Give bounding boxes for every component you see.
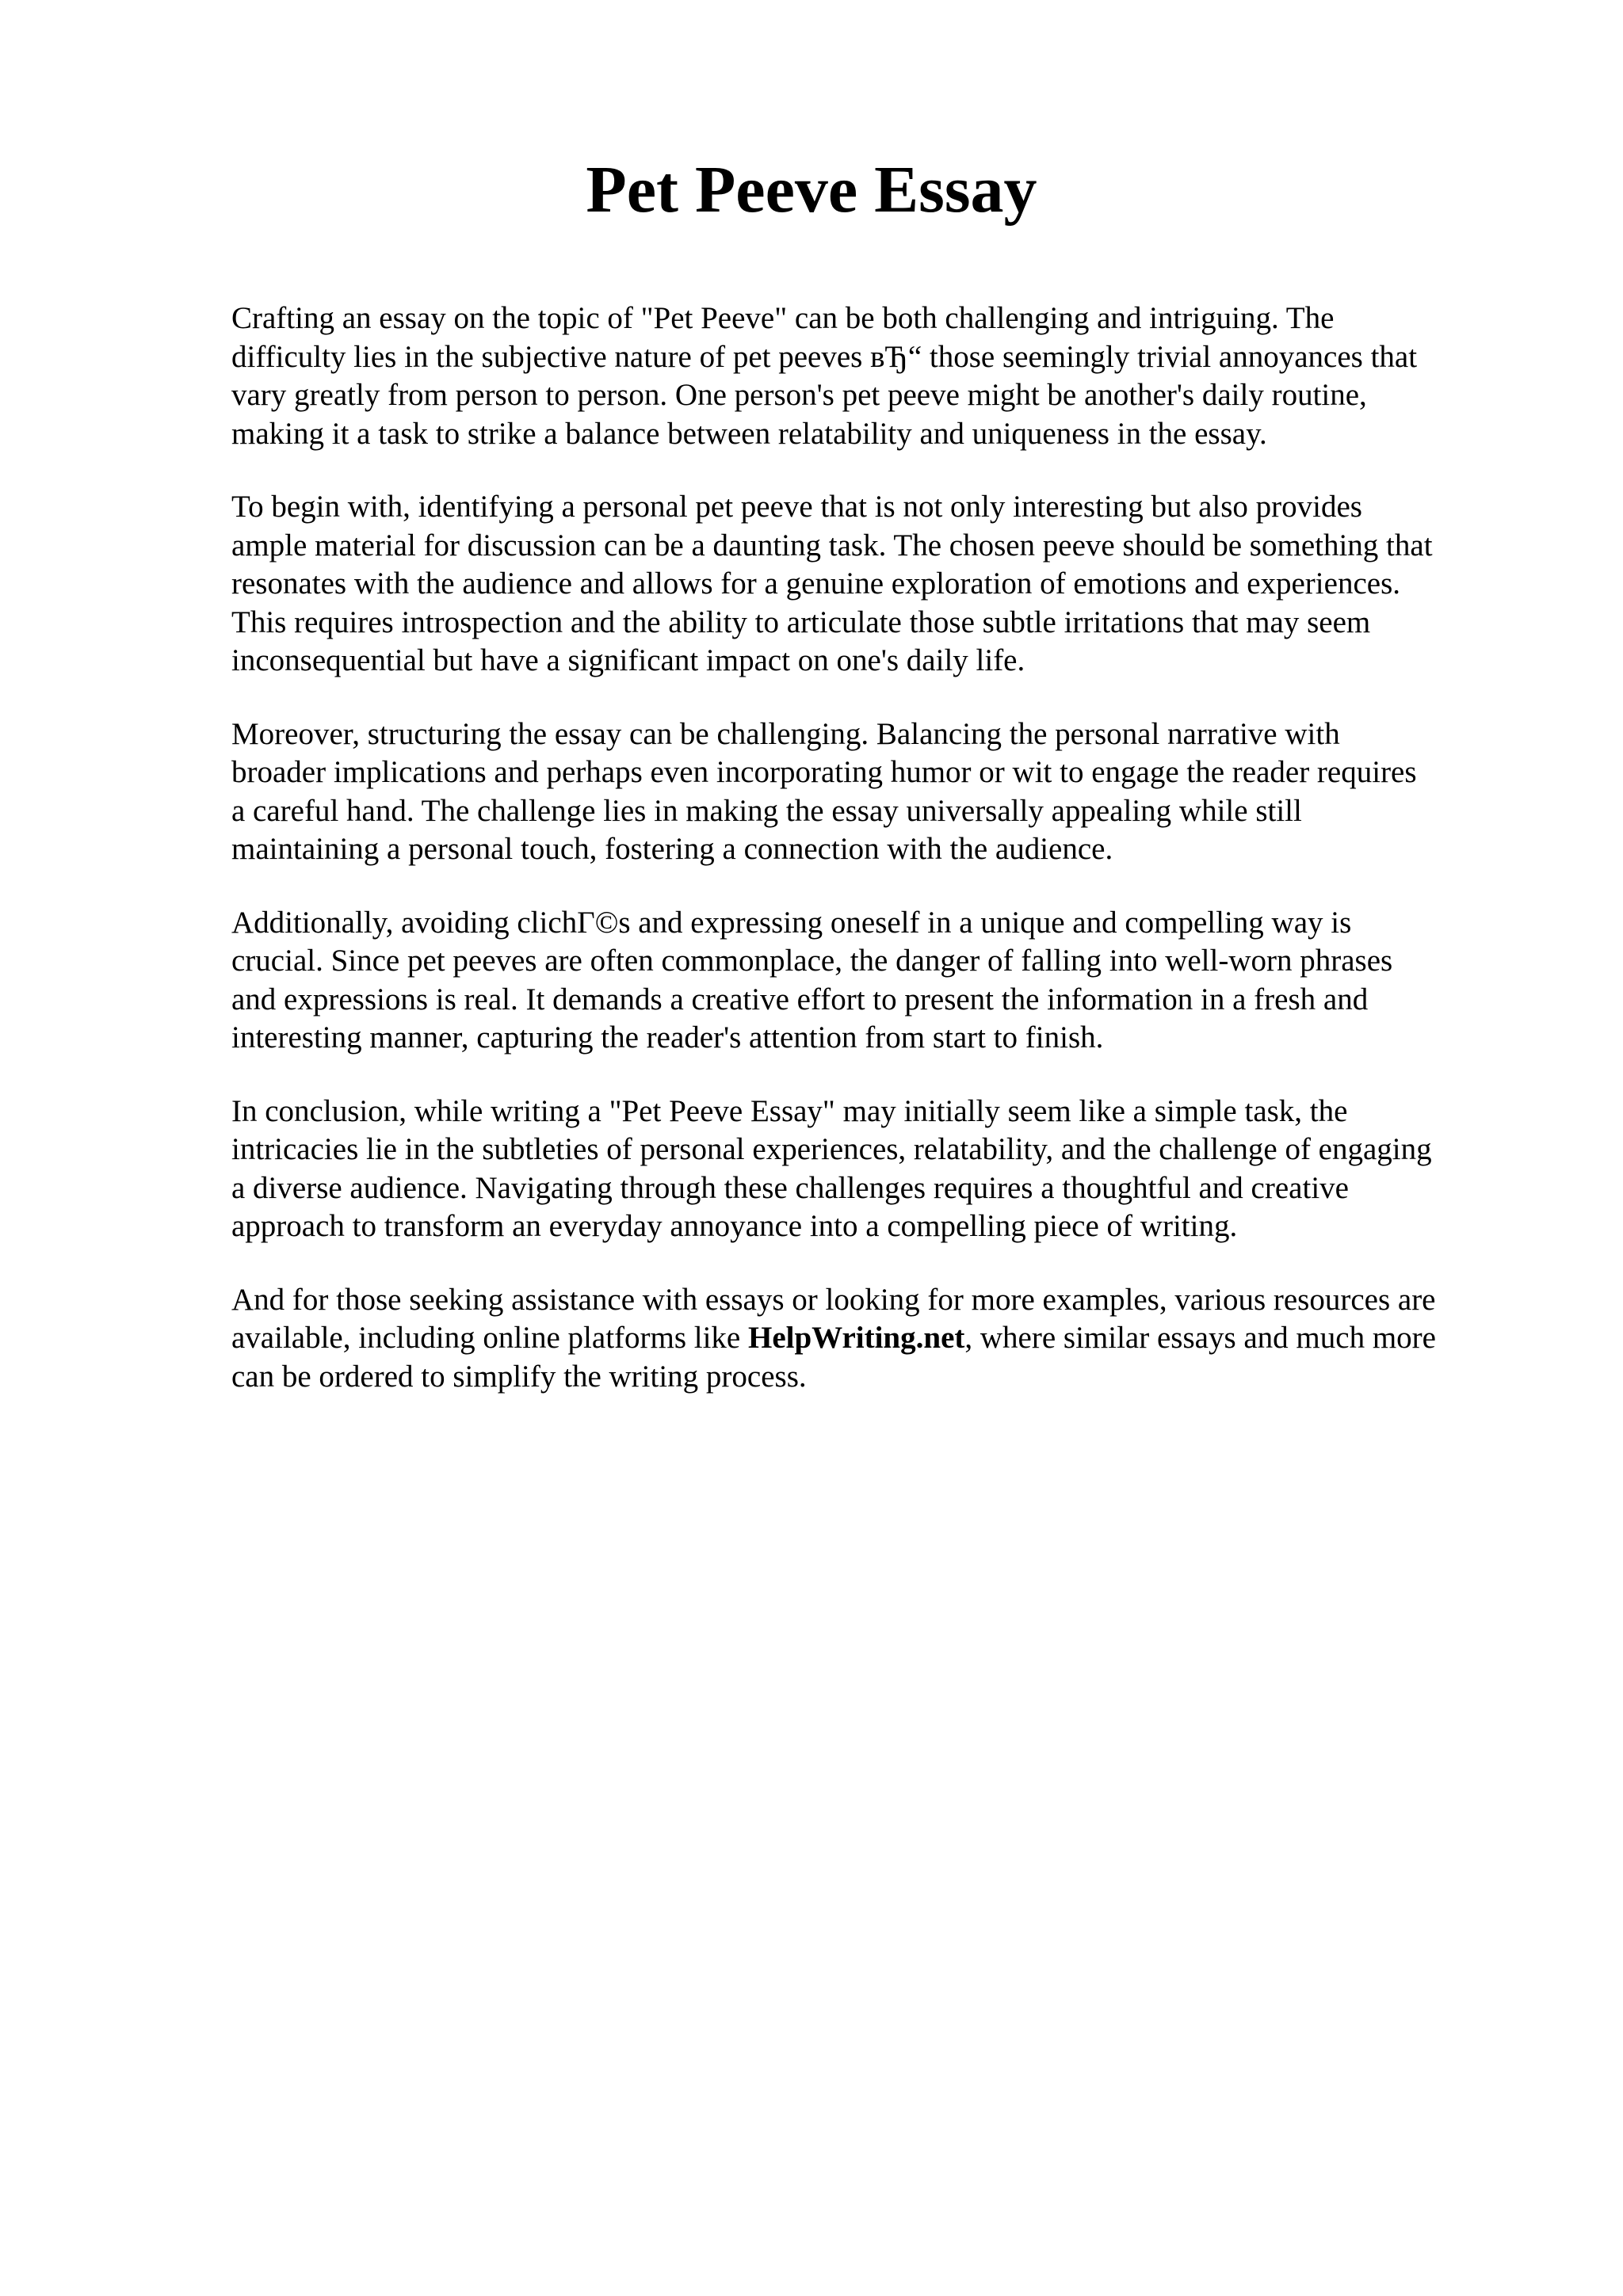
text-line: Crafting an essay on the topic of "Pet Peeve" can be both challenging and intriguing. The bbox=[231, 301, 1335, 335]
text-line: ample material for discussion can be a daunting task. The chosen peeve should be something that bbox=[231, 528, 1433, 563]
text-line: interesting manner, capturing the reader's attention from start to finish. bbox=[231, 1020, 1104, 1055]
text-line: This requires introspection and the ability to articulate those subtle irritations that may seem bbox=[231, 605, 1371, 639]
text-line: can be ordered to simplify the writing process. bbox=[231, 1359, 807, 1394]
text-line: And for those seeking assistance with essays or looking for more examples, various resources are bbox=[231, 1282, 1436, 1317]
paragraph-2 bbox=[231, 488, 1531, 681]
text-line: inconsequential but have a significant impact on one's daily life. bbox=[231, 643, 1025, 677]
text-line: intricacies lie in the subtleties of personal experiences, relatability, and the challenge of engaging bbox=[231, 1132, 1432, 1166]
text-line: Additionally, avoiding clichГ©s and expressing oneself in a unique and compelling way is bbox=[231, 905, 1352, 940]
text-line: broader implications and perhaps even incorporating humor or wit to engage the reader requires bbox=[231, 755, 1417, 789]
text-line: and expressions is real. It demands a creative effort to present the information in a fresh and bbox=[231, 982, 1369, 1016]
paragraph-3 bbox=[231, 715, 1531, 869]
closing-paragraph bbox=[231, 1281, 1531, 1397]
essay-body bbox=[231, 299, 1531, 1431]
text-line: vary greatly from person to person. One person's pet peeve might be another's daily routine, bbox=[231, 378, 1367, 412]
text-line: making it a task to strike a balance between relatability and uniqueness in the essay. bbox=[231, 416, 1267, 451]
text-line: Moreover, structuring the essay can be challenging. Balancing the personal narrative with bbox=[231, 716, 1340, 751]
text-line: a diverse audience. Navigating through these challenges requires a thoughtful and creative bbox=[231, 1170, 1349, 1205]
paragraph-1 bbox=[231, 299, 1531, 453]
helpwriting-link[interactable]: HelpWriting.net bbox=[748, 1321, 965, 1355]
text-line: resonates with the audience and allows for a genuine exploration of emotions and experiences. bbox=[231, 566, 1400, 601]
paragraph-4 bbox=[231, 904, 1531, 1058]
text-fragment: available, including online platforms like bbox=[231, 1321, 748, 1355]
text-line: In conclusion, while writing a "Pet Peeve Essay" may initially seem like a simple task, the bbox=[231, 1093, 1348, 1128]
page-title: Pet Peeve Essay bbox=[586, 153, 1037, 227]
text-line: maintaining a personal touch, fostering a connection with the audience. bbox=[231, 832, 1113, 866]
text-line: crucial. Since pet peeves are often commonplace, the danger of falling into well-worn phrases bbox=[231, 944, 1393, 978]
paragraph-5 bbox=[231, 1093, 1531, 1246]
text-line-with-link bbox=[231, 1319, 1531, 1358]
text-line: approach to transform an everyday annoyance into a compelling piece of writing. bbox=[231, 1209, 1238, 1243]
text-line: a careful hand. The challenge lies in making the essay universally appealing while still bbox=[231, 793, 1302, 828]
text-line: To begin with, identifying a personal pet peeve that is not only interesting but also provides bbox=[231, 490, 1362, 524]
text-fragment: , where similar essays and much more bbox=[964, 1321, 1436, 1355]
text-line: difficulty lies in the subjective nature of pet peeves вЂ“ those seemingly trivial annoyances that bbox=[231, 339, 1418, 374]
